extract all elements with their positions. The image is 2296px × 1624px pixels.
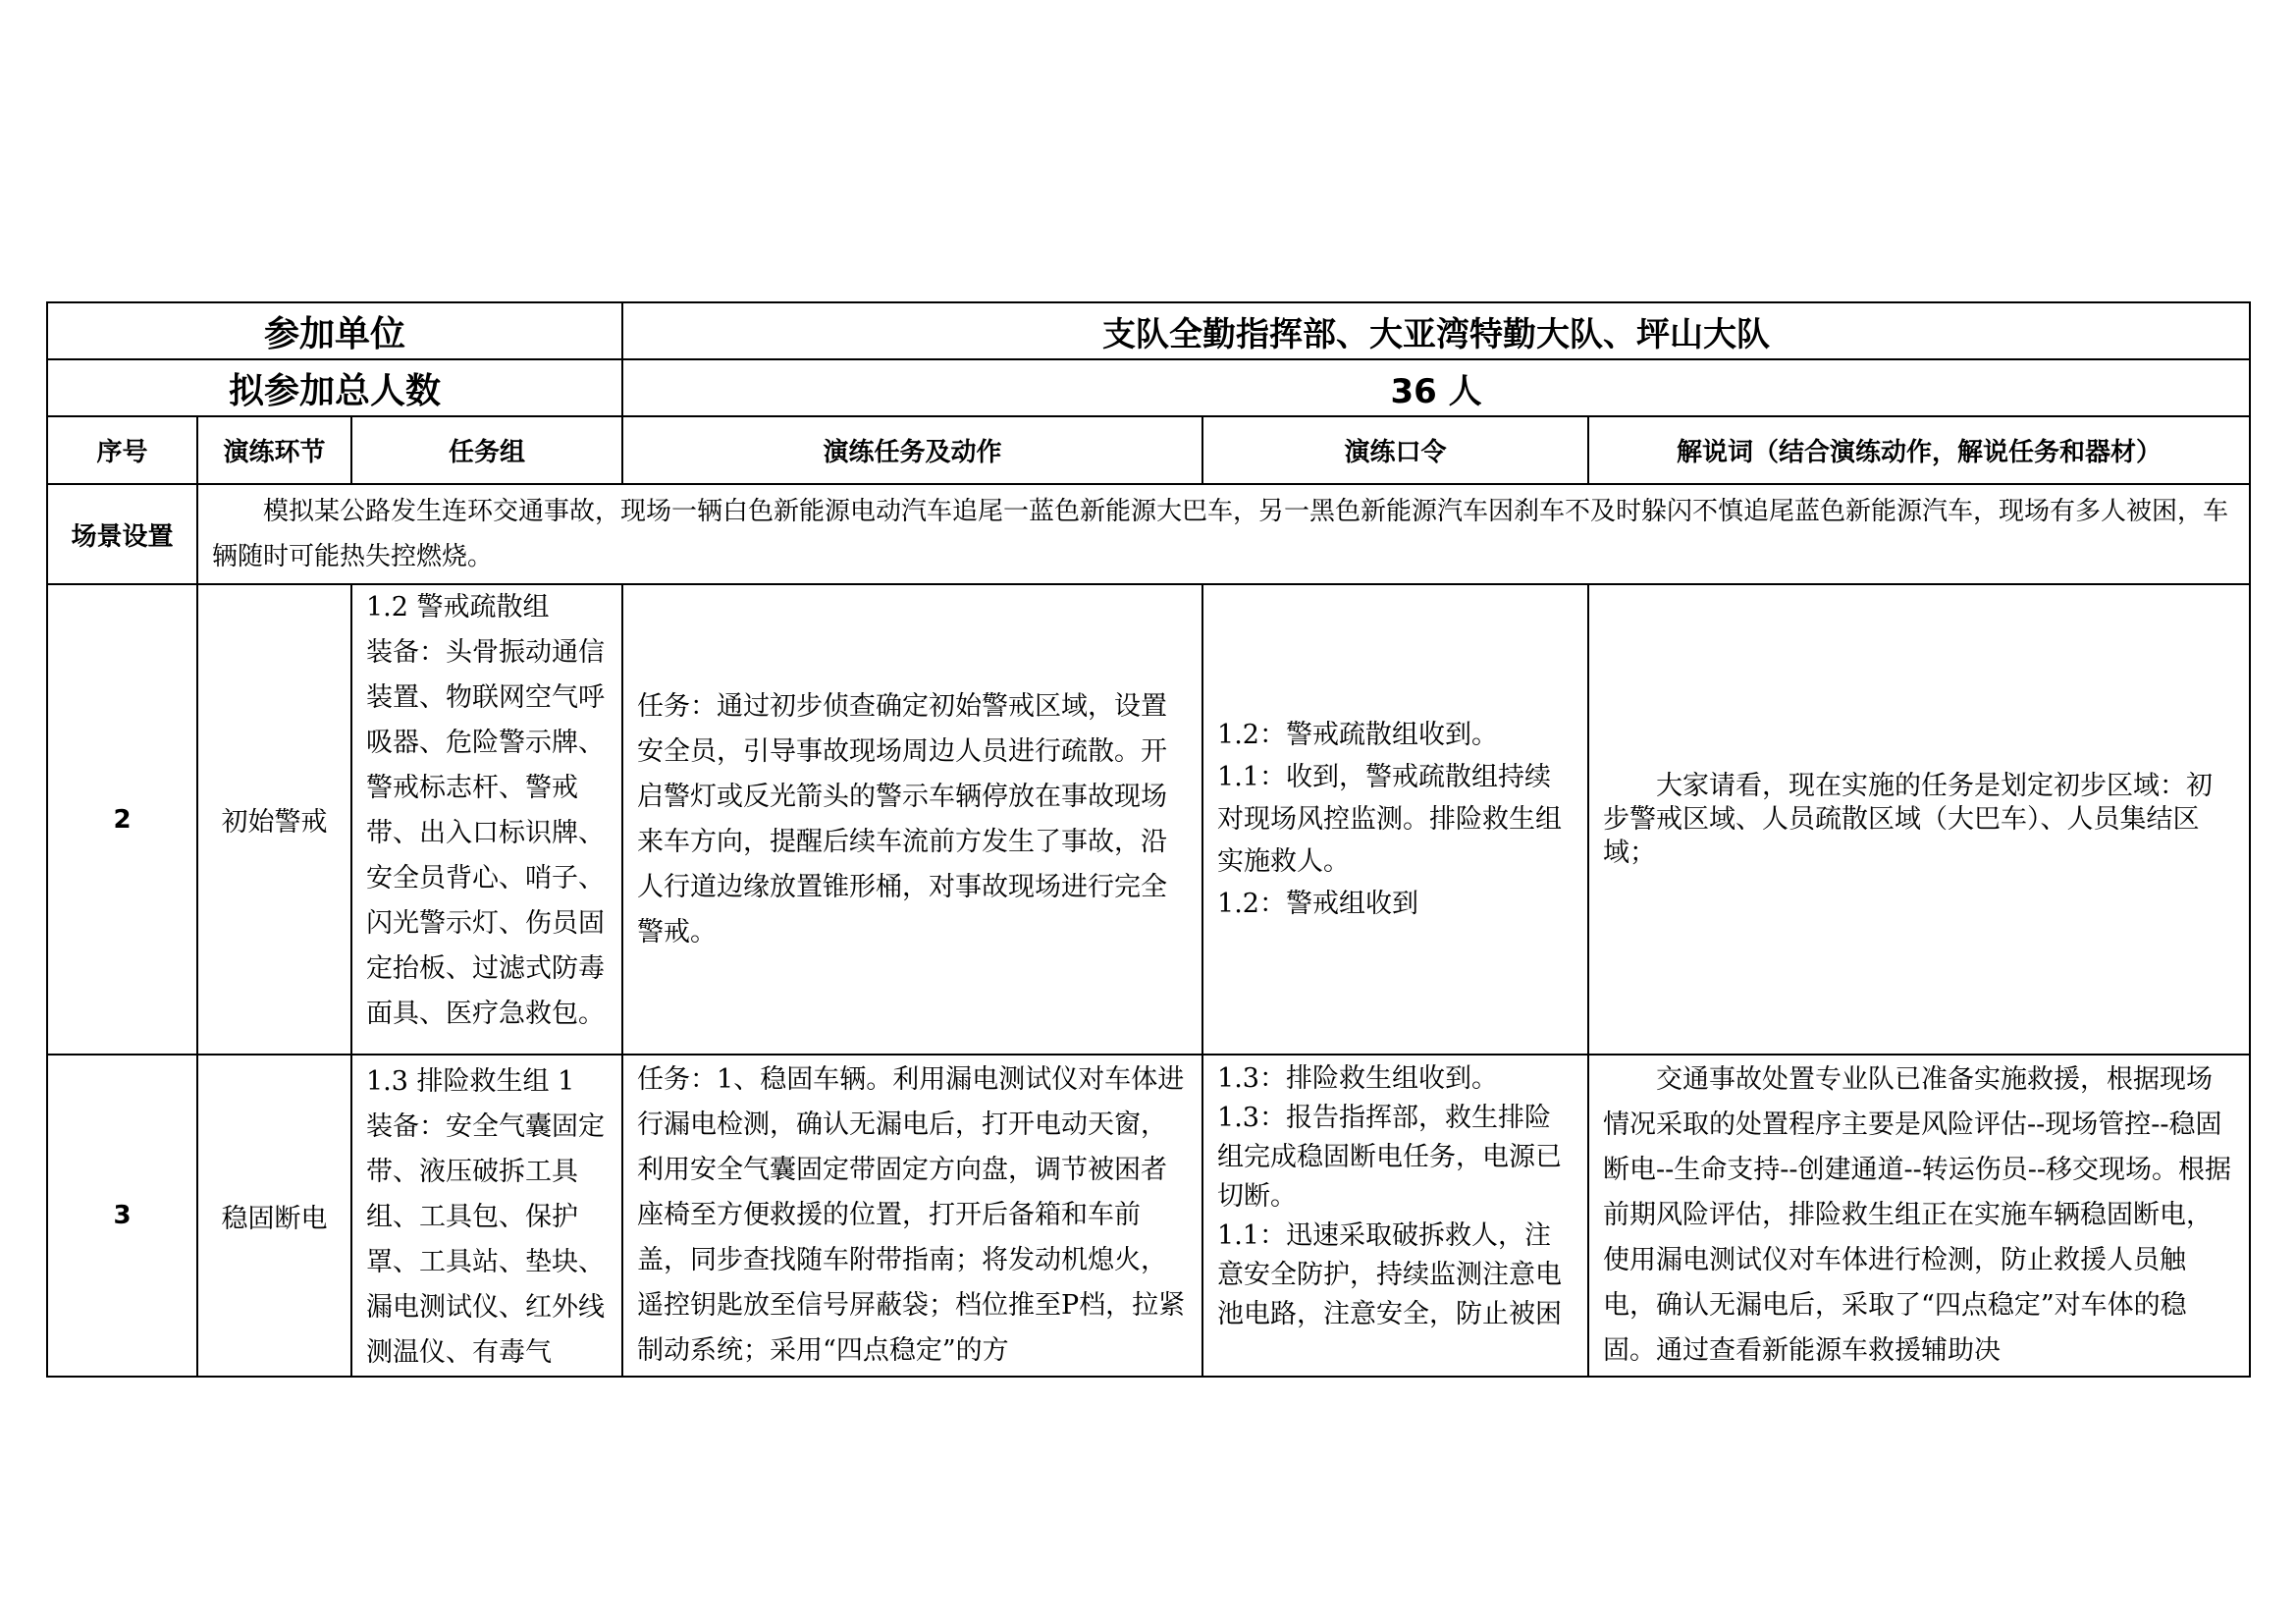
- table-row: [47, 584, 2250, 1055]
- row-task-actions: 任务：1、稳固车辆。利用漏电测试仪对车体进行漏电检测，确认无漏电后，打开电动天窗，利用安全气囊固定带固定方向盘，调节被困者座椅至方便救援的位置，打开后备箱和车前盖，同步查找随车附带指南；将发动机熄火，遥控钥匙放至信号屏蔽袋；档位推至P档，拉紧制动系统；采用“四点稳定”的方: [622, 1055, 1202, 1377]
- scene-label: 场景设置: [47, 484, 197, 584]
- group-name: 1.2 警戒疏散组: [366, 592, 550, 623]
- column-header-row: [47, 416, 2250, 484]
- command-line: 1.1：迅速采取破拆救人，注意安全防护，持续监测注意电池电路，注意安全，防止被困: [1217, 1220, 1563, 1329]
- command-line: 1.2：警戒疏散组收到。: [1217, 720, 1498, 750]
- drill-plan-document: [46, 301, 2249, 1378]
- col-header-no: 序号: [47, 416, 197, 484]
- row-number: 2: [47, 584, 197, 1055]
- col-header-phase: 演练环节: [197, 416, 351, 484]
- col-header-narration: 解说词（结合演练动作，解说任务和器材）: [1588, 416, 2250, 484]
- command-line: 1.3：报告指挥部，救生排险组完成稳固断电任务，电源已切断。: [1217, 1103, 1563, 1212]
- row-task-actions: 任务：通过初步侦查确定初始警戒区域，设置安全员，引导事故现场周边人员进行疏散。开启警灯或反光箭头的警示车辆停放在事故现场来车方向，提醒后续车流前方发生了事故，沿人行道边缘放置锥形桶，对事故现场进行完全警戒。: [622, 584, 1202, 1055]
- row-task-group: [351, 584, 622, 1055]
- command-line: 1.2：警戒组收到: [1217, 889, 1418, 919]
- units-label: 参加单位: [47, 302, 622, 359]
- col-header-task: 演练任务及动作: [622, 416, 1202, 484]
- command-line: 1.1：收到，警戒疏散组持续对现场风控监测。排险救生组实施救人。: [1217, 762, 1563, 877]
- col-header-group: 任务组: [351, 416, 622, 484]
- units-row: [47, 302, 2250, 359]
- row-commands: [1202, 584, 1588, 1055]
- row-narration: 大家请看，现在实施的任务是划定初步区域：初步警戒区域、人员疏散区域（大巴车）、人员集结区域；: [1588, 584, 2250, 1055]
- command-line: 1.3：排险救生组收到。: [1217, 1063, 1498, 1094]
- table-row: [47, 1055, 2250, 1377]
- row-narration: 交通事故处置专业队已准备实施救援，根据现场情况采取的处置程序主要是风险评估--现场管控--稳固断电--生命支持--创建通道--转运伤员--移交现场。根据前期风险评估，排险救生组正在实施车辆稳固断电，使用漏电测试仪对车体进行检测，防止救援人员触电，确认无漏电后，采取了“四点稳定”对车体的稳固。通过查看新能源车救援辅助决: [1588, 1055, 2250, 1377]
- row-phase: 稳固断电: [197, 1055, 351, 1377]
- scene-row: [47, 484, 2250, 584]
- row-phase: 初始警戒: [197, 584, 351, 1055]
- count-label: 拟参加总人数: [47, 359, 622, 416]
- count-value: 36 人: [622, 359, 2250, 416]
- drill-plan-table: [46, 301, 2251, 1378]
- units-value: 支队全勤指挥部、大亚湾特勤大队、坪山大队: [622, 302, 2250, 359]
- row-commands: [1202, 1055, 1588, 1377]
- scene-text: 模拟某公路发生连环交通事故，现场一辆白色新能源电动汽车追尾一蓝色新能源大巴车，另一黑色新能源汽车因刹车不及时躲闪不慎追尾蓝色新能源汽车，现场有多人被困，车辆随时可能热失控燃烧。: [197, 484, 2250, 584]
- col-header-command: 演练口令: [1202, 416, 1588, 484]
- row-task-group: [351, 1055, 622, 1377]
- group-equipment: 装备：安全气囊固定带、液压破拆工具组、工具包、保护罩、工具站、垫块、漏电测试仪、红外线测温仪、有毒气: [366, 1111, 605, 1368]
- group-equipment: 装备：头骨振动通信装置、物联网空气呼吸器、危险警示牌、警戒标志杆、警戒带、出入口标识牌、安全员背心、哨子、闪光警示灯、伤员固定抬板、过滤式防毒面具、医疗急救包。: [366, 637, 605, 1029]
- row-number: 3: [47, 1055, 197, 1377]
- group-name: 1.3 排险救生组 1: [366, 1066, 575, 1097]
- count-row: [47, 359, 2250, 416]
